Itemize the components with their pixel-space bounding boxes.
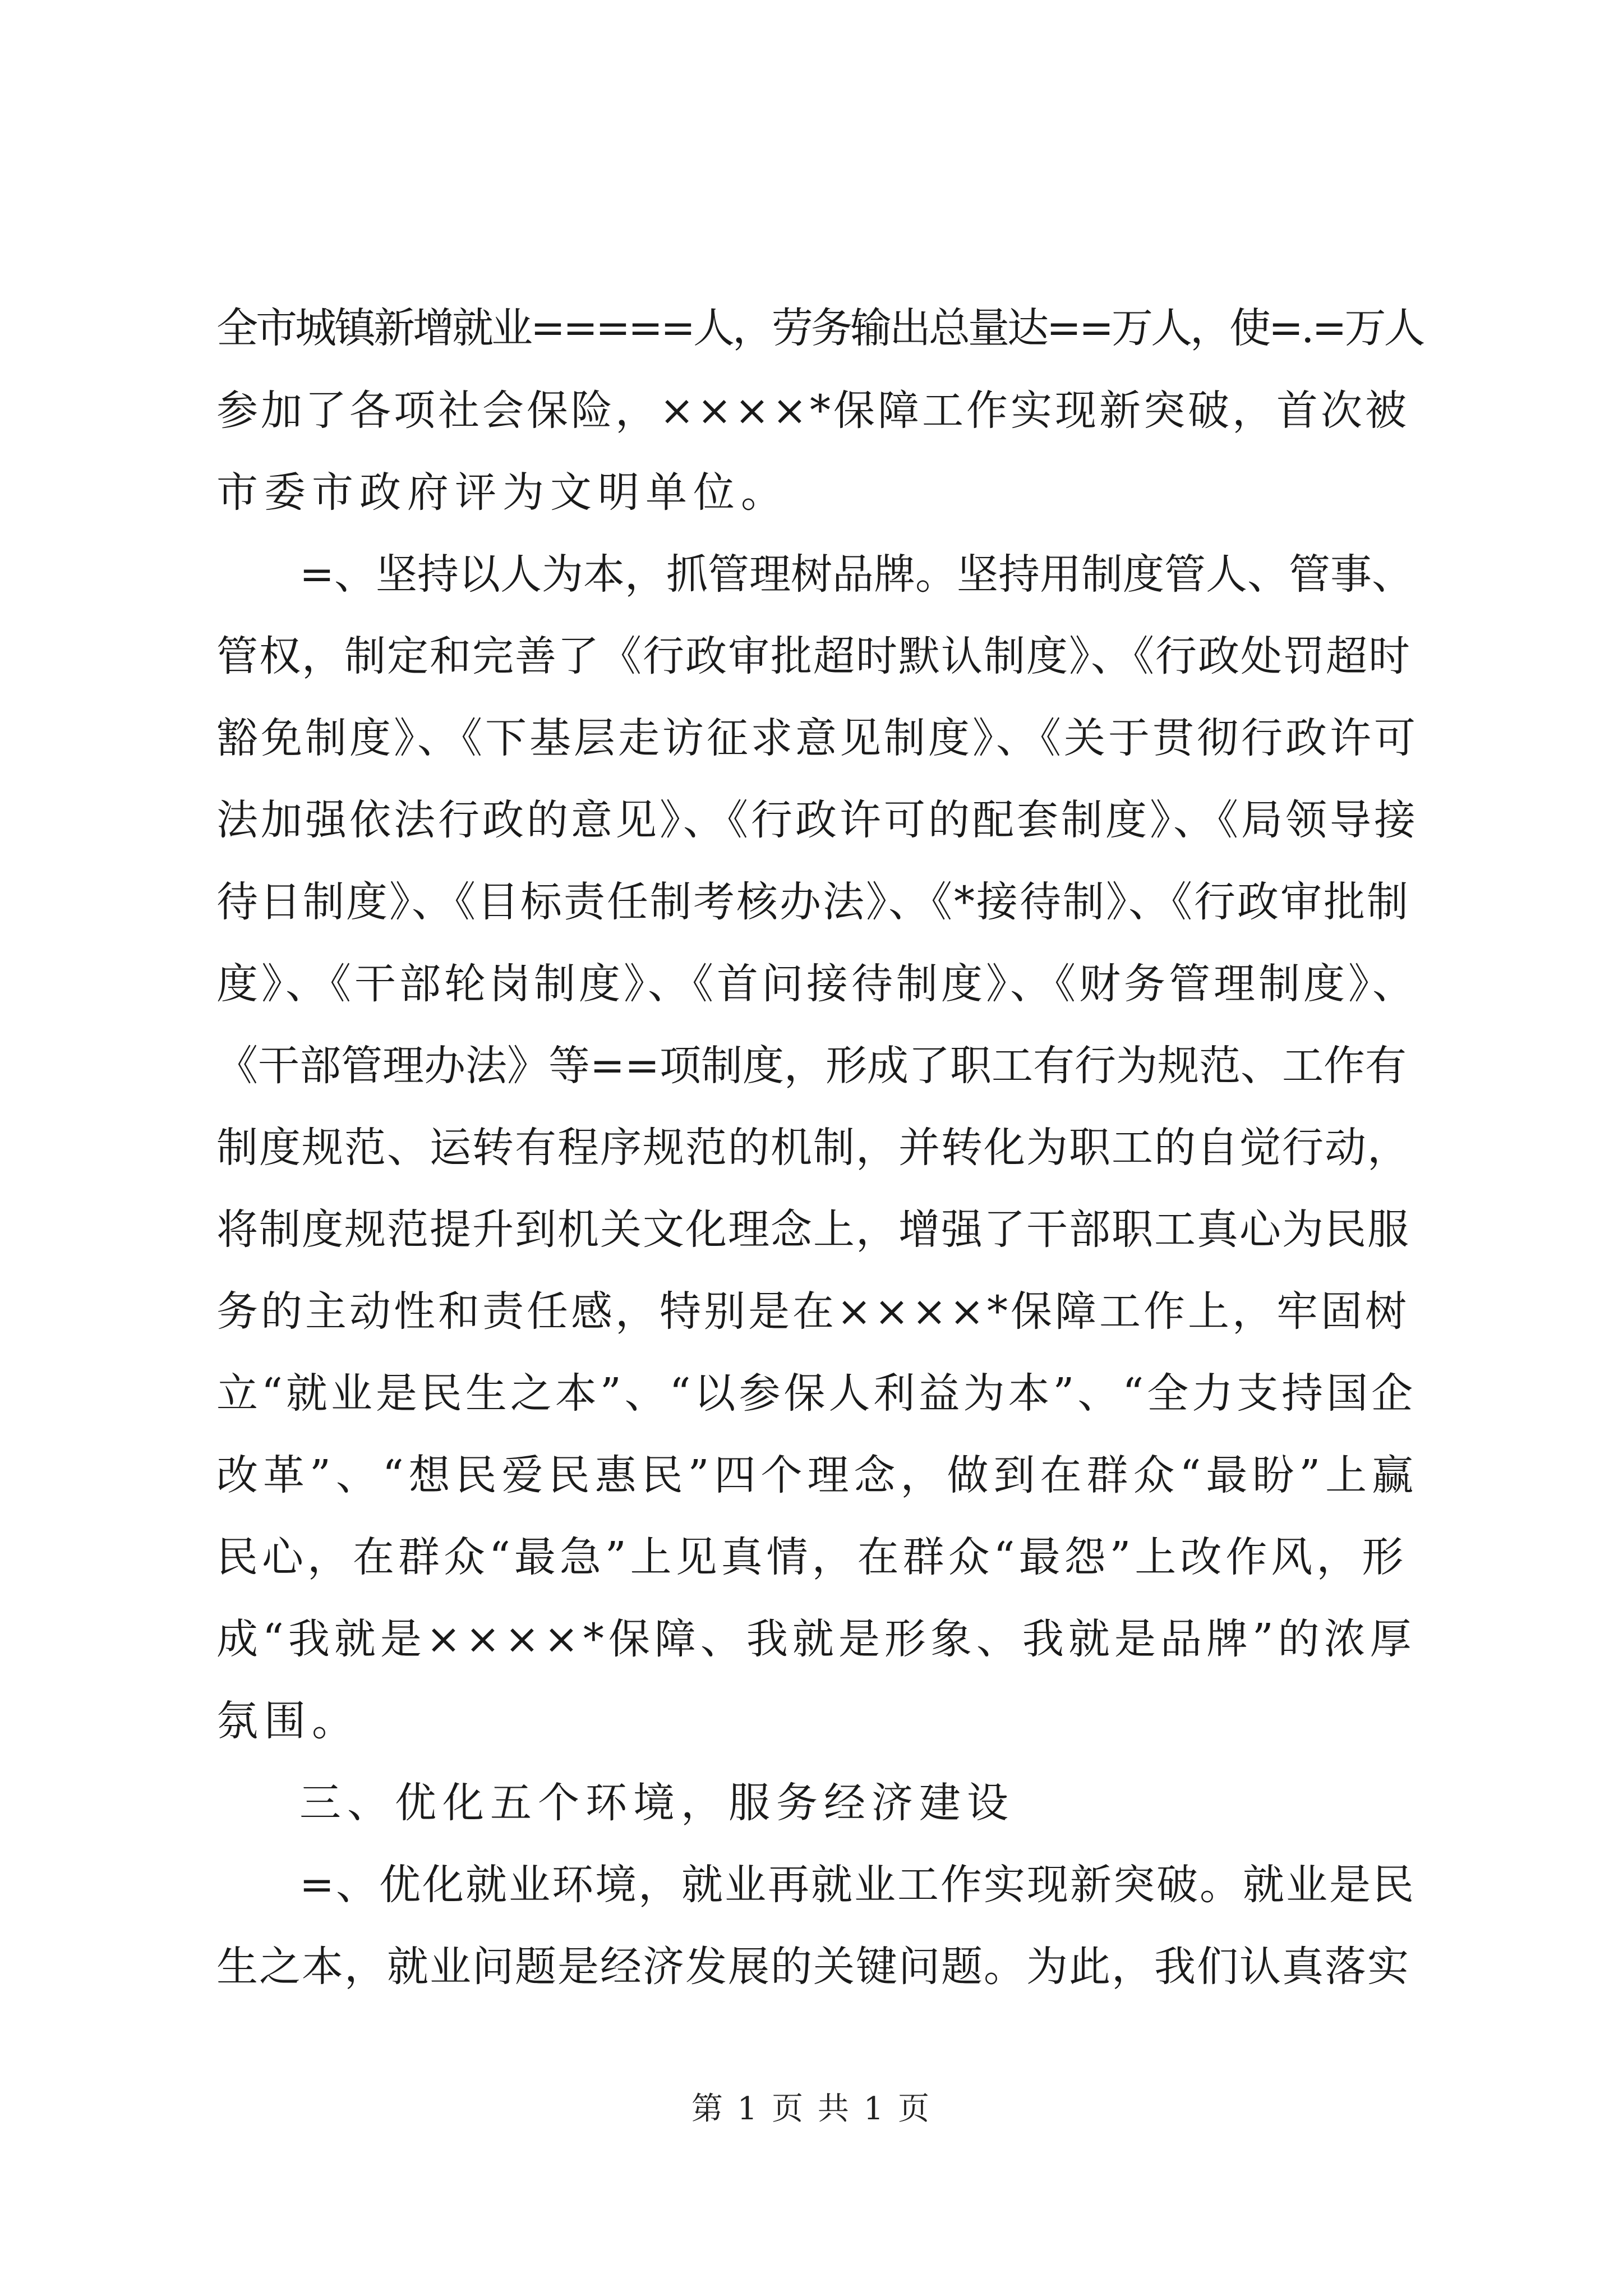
paragraph-start-line: =、优化就业环境，就业再就业工作实现新突破。就业是民 [299, 1861, 1416, 1909]
body-text-line: 制度规范、运转有程序规范的机制，并转化为职工的自觉行动， [216, 1124, 1410, 1172]
body-text-line: 立“就业是民生之本”、“以参保人利益为本”、“全力支持国企 [216, 1369, 1417, 1418]
body-text-line: 《干部管理办法》等==项制度，形成了职工有行为规范、工作有 [216, 1042, 1407, 1090]
section-heading: 三、优化五个环境，服务经济建设 [299, 1779, 1015, 1827]
body-text-line: 参加了各项社会保险，××××*保障工作实现新突破，首次被 [216, 386, 1410, 435]
body-text-line: 务的主动性和责任感，特别是在××××*保障工作上，牢固树 [216, 1287, 1410, 1336]
body-text-line: 待日制度》、《目标责任制考核办法》、《*接待制》、《行政审批制 [216, 878, 1410, 926]
body-text-line: 生之本，就业问题是经济发展的关键问题。为此，我们认真落实 [216, 1943, 1410, 1991]
body-text-line: 法加强依法行政的意见》、《行政许可的配套制度》、《局领导接 [216, 796, 1418, 844]
body-text-line: 改革”、“想民爱民惠民”四个理念，做到在群众“最盼”上赢 [216, 1451, 1419, 1499]
body-text-line: 成“我就是××××*保障、我就是形象、我就是品牌”的浓厚 [216, 1615, 1416, 1663]
body-text-line: 度》、《干部轮岗制度》、《首问接待制度》、《财务管理制度》、 [216, 960, 1417, 1008]
body-text-line: 氛围。 [216, 1697, 359, 1745]
body-text-line: 民心，在群众“最急”上见真情，在群众“最怨”上改作风，形 [216, 1533, 1408, 1581]
body-text-line: 管权，制定和完善了《行政审批超时默认制度》、《行政处罚超时 [216, 632, 1411, 680]
page-number-footer: 第 1 页 共 1 页 [691, 2091, 932, 2127]
body-text-line: 全市城镇新增就业=====人，劳务输出总量达==万人，使=.=万人 [216, 304, 1423, 352]
body-text-line: 豁免制度》、《下基层走访征求意见制度》、《关于贯彻行政许可 [216, 714, 1418, 762]
paragraph-start-line: =、坚持以人为本，抓管理树品牌。坚持用制度管人、管事、 [299, 550, 1414, 599]
body-text-line: 市委市政府评为文明单位。 [216, 468, 789, 517]
body-text-line: 将制度规范提升到机关文化理念上，增强了干部职工真心为民服 [216, 1205, 1410, 1254]
